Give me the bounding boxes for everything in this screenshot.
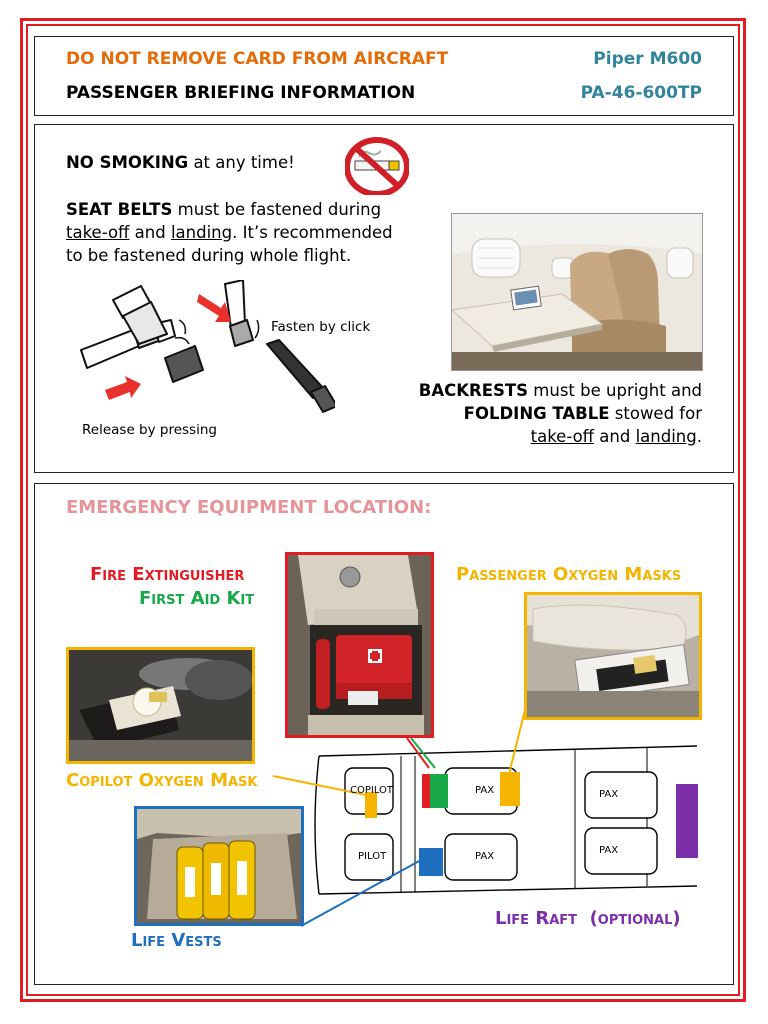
takeoff-word-2: take-off: [530, 427, 595, 446]
release-caption: Release by pressing: [82, 422, 217, 438]
recommended-text: . It’s recommended: [232, 223, 393, 242]
and-word: and: [134, 223, 166, 242]
backrests-text: [362, 379, 702, 448]
copilot-oxygen-label: Copilot Oxygen Mask: [66, 770, 258, 791]
seatbelt-illustration: [75, 280, 335, 415]
copilot-seat-label: COPILOT: [350, 785, 394, 796]
fire-extinguisher-photo: [285, 552, 434, 738]
backrests-bold: BACKRESTS: [418, 381, 529, 400]
copilot-oxygen-photo: [66, 647, 255, 764]
first-aid-kit-label: First Aid Kit: [139, 588, 255, 609]
no-smoking-icon: [345, 137, 409, 195]
pilot-seat-label: PILOT: [358, 851, 387, 862]
pax-oxygen-photo: [524, 592, 702, 720]
pax-seat-label: PAX: [475, 851, 495, 862]
fasten-caption: Fasten by click: [271, 319, 371, 335]
life-raft-label: [495, 908, 681, 929]
fire-extinguisher-label: Fire Extinguisher: [90, 564, 245, 585]
fire-extinguisher-marker: [422, 774, 430, 808]
emergency-title: EMERGENCY EQUIPMENT LOCATION:: [66, 497, 432, 518]
pax-seat-label: PAX: [599, 845, 619, 856]
cabin-table-photo: [451, 213, 703, 371]
folding-table-bold: FOLDING TABLE: [463, 404, 610, 423]
landing-word: landing: [170, 223, 233, 242]
warning-text: DO NOT REMOVE CARD FROM AIRCRAFT: [66, 49, 449, 69]
pax-oxygen-marker: [500, 772, 520, 806]
seatbelts-bold: SEAT BELTS: [66, 200, 173, 219]
no-smoking-rest: at any time!: [193, 153, 295, 172]
seatbelts-line1: must be fastened during: [177, 200, 382, 219]
and-word-2: and: [599, 427, 631, 446]
life-vests-label: Life Vests: [131, 930, 222, 951]
folding-table-rest: stowed for: [614, 404, 702, 423]
backrests-rest: must be upright and: [533, 381, 702, 400]
life-raft-marker: [676, 784, 698, 858]
pax-seat-aft-left: [585, 828, 657, 874]
seatbelts-text: [66, 198, 446, 267]
first-aid-kit-marker: [430, 774, 448, 808]
no-smoking-bold: NO SMOKING: [66, 153, 189, 172]
aircraft-type-code: PA-46-600TP: [580, 83, 702, 103]
life-raft-text: Life Raft: [495, 908, 578, 929]
pax-seat-label: PAX: [599, 789, 619, 800]
pax-seat-label: PAX: [475, 785, 495, 796]
subtitle-text: PASSENGER BRIEFING INFORMATION: [66, 83, 416, 103]
period: .: [696, 427, 702, 446]
seatbelts-line3: to be fastened during whole flight.: [66, 246, 352, 265]
life-vests-photo: [134, 806, 304, 926]
optional-text: (optional): [589, 908, 681, 929]
emergency-panel: [34, 483, 734, 985]
landing-word-2: landing: [635, 427, 697, 446]
pax-oxygen-label: Passenger Oxygen Masks: [456, 564, 682, 585]
no-smoking-line: [66, 151, 295, 174]
takeoff-word: take-off: [66, 223, 130, 242]
header-panel: [34, 36, 734, 116]
aircraft-model: Piper M600: [593, 49, 702, 69]
briefing-panel: [34, 124, 734, 473]
life-vests-marker: [419, 848, 443, 876]
pax-seat-aft-right: [585, 772, 657, 818]
